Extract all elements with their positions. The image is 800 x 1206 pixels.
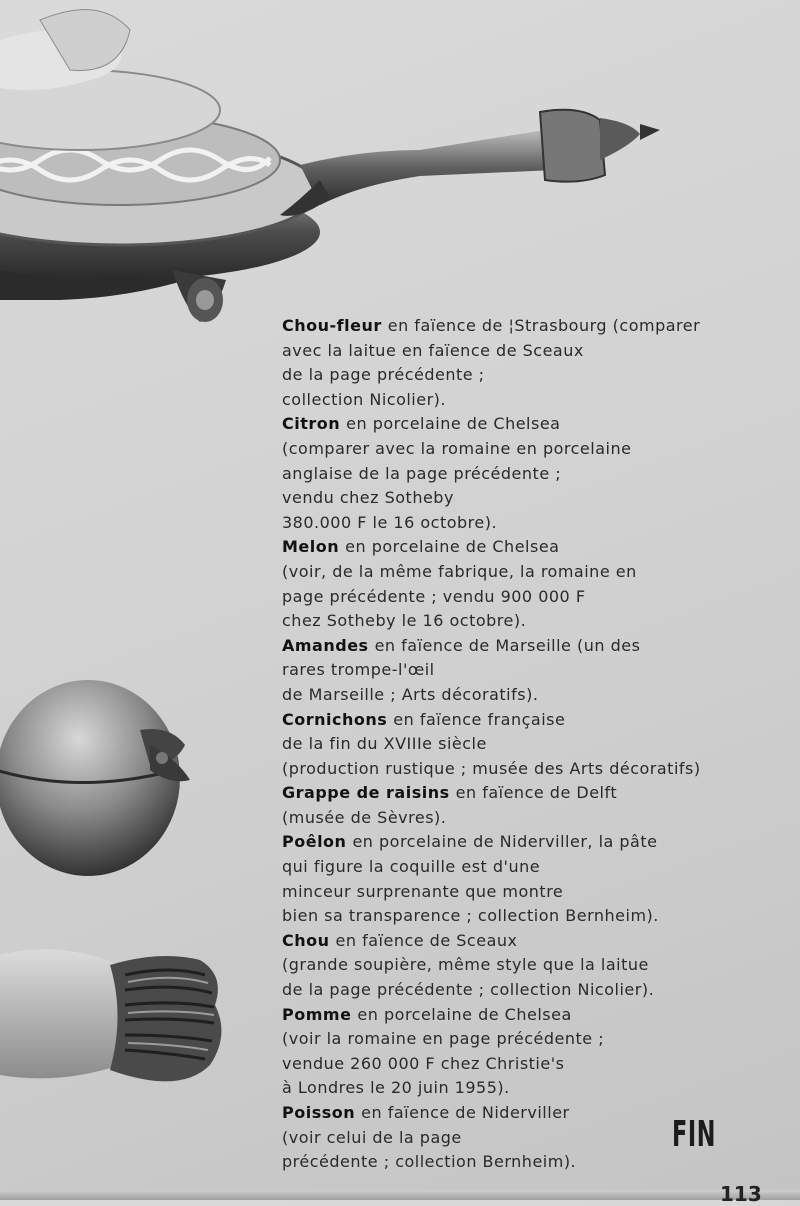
caption-text: précédente ; collection Bernheim). bbox=[282, 1152, 577, 1172]
caption-text: de Marseille ; Arts décoratifs). bbox=[282, 684, 539, 704]
caption-poelon bbox=[282, 830, 762, 928]
caption-text: en porcelaine de Chelsea bbox=[346, 414, 561, 434]
caption-text: collection Nicolier). bbox=[282, 389, 446, 409]
caption-melon bbox=[282, 535, 762, 633]
caption-term: Melon bbox=[282, 537, 340, 557]
caption-term: Amandes bbox=[282, 635, 369, 655]
caption-term: Citron bbox=[282, 414, 341, 434]
caption-text: chez Sotheby le 16 octobre). bbox=[282, 611, 527, 631]
caption-text: à Londres le 20 juin 1955). bbox=[282, 1078, 510, 1098]
caption-list bbox=[282, 314, 762, 1175]
caption-text: (musée de Sèvres). bbox=[282, 807, 447, 827]
caption-text: 380.000 F le 16 octobre). bbox=[282, 512, 498, 532]
caption-text: anglaise de la page précédente ; bbox=[282, 463, 562, 483]
end-mark: FIN bbox=[672, 1114, 717, 1155]
page-bottom-edge bbox=[0, 1190, 800, 1200]
caption-text: en porcelaine de Niderviller, la pâte bbox=[352, 832, 658, 852]
caption-cornichons bbox=[282, 708, 762, 782]
caption-term: Chou-fleur bbox=[282, 316, 382, 335]
caption-text: en faïence de Marseille (un des bbox=[374, 635, 641, 655]
caption-text: (voir celui de la page bbox=[282, 1127, 462, 1147]
caption-text: en faïence de Niderviller bbox=[361, 1103, 570, 1122]
caption-text: vendu chez Sotheby bbox=[282, 488, 454, 508]
caption-text: de la fin du XVIIIe siècle bbox=[282, 734, 487, 754]
caption-term: Chou bbox=[282, 930, 330, 950]
lidded-dish-icon bbox=[0, 0, 680, 340]
caption-text: (grande soupière, même style que la laitue bbox=[282, 955, 649, 975]
caption-pomme bbox=[282, 1003, 762, 1101]
caption-text: bien sa transparence ; collection Bernheim). bbox=[282, 906, 659, 926]
caption-text: en porcelaine de Chelsea bbox=[357, 1004, 572, 1024]
caption-chou bbox=[282, 929, 762, 1003]
caption-term: Poêlon bbox=[282, 832, 347, 852]
caption-text: en faïence française bbox=[393, 709, 566, 729]
caption-text: (comparer avec la romaine en porcelaine bbox=[282, 438, 632, 458]
caption-text: en porcelaine de Chelsea bbox=[345, 537, 560, 557]
caption-amandes bbox=[282, 634, 762, 708]
caption-text: (voir la romaine en page précédente ; bbox=[282, 1029, 605, 1049]
caption-term: Grappe de raisins bbox=[282, 783, 450, 803]
page-number: 113 bbox=[720, 1182, 762, 1206]
caption-term: Poisson bbox=[282, 1103, 356, 1122]
caption-text: en faïence de ¦Strasbourg (comparer bbox=[387, 316, 701, 335]
caption-text: en faïence de Delft bbox=[455, 783, 618, 803]
caption-term: Cornichons bbox=[282, 709, 388, 729]
caption-text: (voir, de la même fabrique, la romaine en bbox=[282, 561, 637, 581]
caption-text: page précédente ; vendu 900 000 F bbox=[282, 586, 586, 606]
caption-grappe-de-raisins bbox=[282, 781, 762, 830]
caption-text: qui figure la coquille est d'une bbox=[282, 857, 541, 877]
caption-text: en faïence de Sceaux bbox=[335, 930, 518, 950]
caption-citron bbox=[282, 412, 762, 535]
caption-chou-fleur bbox=[282, 314, 762, 412]
apple-icon bbox=[0, 670, 200, 880]
fish-icon bbox=[0, 945, 230, 1095]
caption-text: de la page précédente ; collection Nicolier). bbox=[282, 980, 655, 1000]
caption-text: minceur surprenante que montre bbox=[282, 881, 564, 901]
caption-text: (production rustique ; musée des Arts décoratifs) bbox=[282, 758, 701, 778]
caption-text: avec la laitue en faïence de Sceaux bbox=[282, 340, 584, 360]
caption-text: rares trompe-l'œil bbox=[282, 660, 435, 680]
caption-term: Pomme bbox=[282, 1004, 352, 1024]
caption-text: de la page précédente ; bbox=[282, 365, 485, 385]
caption-text: vendue 260 000 F chez Christie's bbox=[282, 1053, 565, 1073]
